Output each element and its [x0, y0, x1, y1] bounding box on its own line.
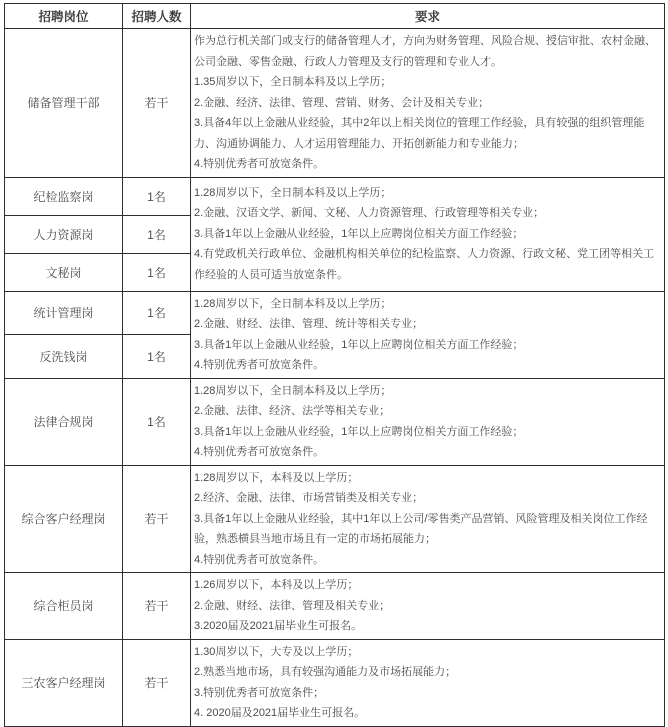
position-count: 1名	[123, 291, 191, 335]
requirement-line: 1.30周岁以下，大专及以上学历；	[194, 645, 359, 658]
position-count: 若干	[123, 639, 191, 726]
position-name: 文秘岗	[5, 253, 123, 291]
header-cell-count: 招聘人数	[123, 4, 191, 29]
requirement-line: 4.特别优秀者可放宽条件。	[194, 446, 325, 458]
position-count: 1名	[123, 177, 191, 215]
position-count: 若干	[123, 29, 191, 178]
table-row	[5, 465, 665, 573]
position-count: 若干	[123, 465, 191, 573]
table-row	[5, 177, 665, 215]
position-name: 综合柜员岗	[5, 573, 123, 640]
table-row	[5, 573, 665, 640]
requirement-line: 3.具备1年以上金融从业经验，其中1年以上公司/零售类产品营销、风险管理及相关岗位工作经验，熟悉横县当地市场且有一定的市场拓展能力；	[194, 512, 648, 545]
position-name: 三农客户经理岗	[5, 639, 123, 726]
table-row	[5, 639, 665, 726]
position-count: 1名	[123, 335, 191, 379]
position-name: 法律合规岗	[5, 378, 123, 465]
requirement-line: 1.26周岁以下，本科及以上学历；	[194, 579, 359, 591]
requirement-line: 2.金融、财经、法律、管理、统计等相关专业；	[194, 318, 424, 330]
requirement-line: 2.金融、经济、法律、管理、营销、财务、会计及相关专业；	[194, 96, 490, 109]
table-row	[5, 29, 665, 178]
requirement-line: 4.特别优秀者可放宽条件。	[194, 158, 325, 170]
table-row	[5, 291, 665, 335]
requirement-line: 1.28周岁以下，全日制本科及以上学历；	[194, 297, 392, 310]
requirement-line: 2.金融、法律、经济、法学等相关专业；	[194, 405, 391, 417]
position-name: 综合客户经理岗	[5, 465, 123, 573]
position-name: 人力资源岗	[5, 215, 123, 253]
position-name: 纪检监察岗	[5, 177, 123, 215]
requirements-cell	[191, 177, 665, 291]
requirements-cell	[191, 639, 665, 726]
requirements-cell	[191, 465, 665, 573]
table-row	[5, 378, 665, 465]
header-cell-requirements: 要求	[191, 4, 665, 29]
requirement-line: 3.2020届及2021届毕业生可报名。	[194, 620, 363, 632]
requirement-line: 3.具备4年以上金融从业经验，其中2年以上相关岗位的管理工作经验，具有较强的组织管理能力、沟通协调能力、人才运用管理能力、开拓创新能力和专业能力；	[194, 117, 645, 150]
requirement-line: 2.经济、金融、法律、市场营销类及相关专业；	[194, 492, 424, 504]
requirement-line: 1.35周岁以下，全日制本科及以上学历；	[194, 76, 392, 88]
requirement-line: 4.特别优秀者可放宽条件。	[194, 553, 325, 566]
requirements-cell	[191, 29, 665, 178]
recruitment-table	[4, 3, 665, 727]
requirements-cell	[191, 573, 665, 640]
requirement-line: 作为总行机关部门或支行的储备管理人才，方向为财务管理、风险合规、授信审批、农村金融、公司金融、零售金融、行政人力管理及支行的管理和专业人才。	[194, 35, 656, 68]
position-count: 1名	[123, 215, 191, 253]
table-header-row	[5, 4, 665, 29]
requirement-line: 2.金融、汉语文学、新闻、文秘、人力资源管理、行政管理等相关专业；	[194, 207, 545, 220]
position-name: 储备管理干部	[5, 29, 123, 178]
header-cell-position: 招聘岗位	[5, 4, 123, 29]
requirement-line: 2.金融、财经、法律、管理及相关专业；	[194, 599, 391, 612]
requirement-line: 4.有党政机关行政单位、金融机构相关单位的纪检监察、人力资源、行政文秘、党工团等相关工作经验的人员可适当放宽条件。	[194, 248, 655, 281]
position-count: 若干	[123, 573, 191, 640]
requirements-cell	[191, 378, 665, 465]
requirements-cell	[191, 291, 665, 378]
requirement-line: 1.28周岁以下，全日制本科及以上学历；	[194, 384, 392, 397]
requirement-line: 3.特别优秀者可放宽条件；	[194, 686, 325, 699]
requirement-line: 2.熟悉当地市场，具有较强沟通能力及市场拓展能力；	[194, 666, 457, 678]
position-count: 1名	[123, 378, 191, 465]
requirement-line: 4.特别优秀者可放宽条件。	[194, 359, 325, 371]
position-name: 统计管理岗	[5, 291, 123, 335]
requirement-line: 4. 2020届及2021届毕业生可报名。	[194, 707, 366, 719]
requirement-line: 3.具备1年以上金融从业经验，1年以上应聘岗位相关方面工作经验；	[194, 227, 524, 240]
position-name: 反洗钱岗	[5, 335, 123, 379]
requirement-line: 3.具备1年以上金融从业经验，1年以上应聘岗位相关方面工作经验；	[194, 338, 524, 351]
requirement-line: 3.具备1年以上金融从业经验，1年以上应聘岗位相关方面工作经验；	[194, 425, 524, 438]
requirement-line: 1.28周岁以下，本科及以上学历；	[194, 471, 359, 484]
requirement-line: 1.28周岁以下，全日制本科及以上学历；	[194, 186, 392, 199]
position-count: 1名	[123, 253, 191, 291]
